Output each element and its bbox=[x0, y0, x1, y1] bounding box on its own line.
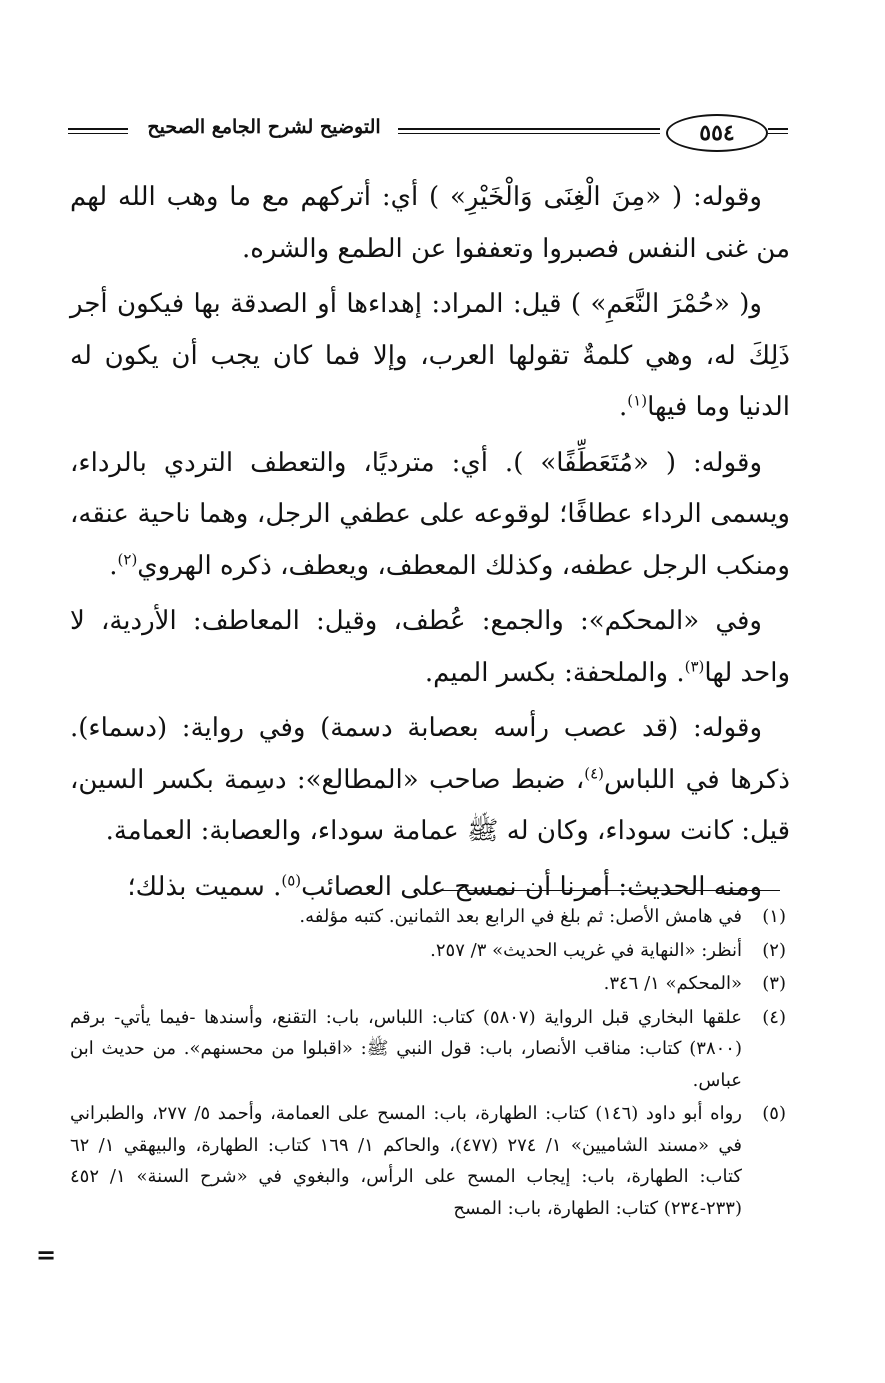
running-title: التوضيح لشرح الجامع الصحيح bbox=[147, 116, 381, 138]
paragraph-text: وفي «المحكم»: والجمع: عُطف، وقيل: المعاطف: الأردية، لا واحد لها bbox=[70, 606, 790, 688]
footnote-ref: (٢) bbox=[117, 549, 138, 568]
page-number: ٥٥٤ bbox=[666, 114, 768, 152]
footnote-number: (٢) bbox=[762, 939, 786, 961]
paragraph-text: وقوله: ( «مِنَ الْغِنَى وَالْخَيْرِ» ) أي: أتركهم مع ما وهب الله لهم من غنى النفس فصبروا وتعففوا عن الطمع والشره. bbox=[70, 182, 790, 264]
footnote bbox=[70, 935, 786, 967]
continuation-mark: = bbox=[36, 1240, 57, 1269]
footnote-text: في هامش الأصل: ثم بلغ في الرابع بعد الثمانين. كتبه مؤلفه. bbox=[299, 906, 742, 927]
header-rule-middle bbox=[398, 128, 660, 134]
paragraph-text: وقوله: (قد عصب رأسه بعصابة دسمة) وفي رواية: (دسماء). ذكرها في اللباس bbox=[70, 713, 790, 795]
paragraph bbox=[70, 279, 790, 434]
paragraph-text: وقوله: ( «مُتَعَطِّفًا» ). أي: مترديًا، والتعطف التردي بالرداء، ويسمى الرداء عطافًا؛ لوقوعه على عطفي الرجل، وهما ناحية عنقه، ومنكب الرجل عطفه، وكذلك المعطف، ويعطف، ذكره الهروي bbox=[70, 447, 790, 581]
paragraph-text: ومنه الحديث: أمرنا أن نمسح على العصائب bbox=[301, 871, 762, 902]
paragraph-text: . bbox=[109, 550, 118, 581]
paragraph-text: . bbox=[619, 392, 628, 422]
footnote bbox=[70, 1098, 786, 1224]
page-header bbox=[68, 112, 788, 152]
paragraph-text: ، ضبط صاحب «المطالع»: دسِمة بكسر السين، قيل: كانت سوداء، وكان له ﷺ عمامة سوداء، والعصابة: العمامة. bbox=[70, 764, 790, 846]
footnote-number: (٥) bbox=[762, 1103, 786, 1124]
footnote-separator bbox=[436, 890, 780, 891]
paragraph-text: . سميت بذلك؛ bbox=[127, 871, 282, 902]
paragraph-text: . والملحفة: بكسر الميم. bbox=[424, 657, 685, 688]
paragraph bbox=[70, 438, 790, 593]
footnote-ref: (٣) bbox=[684, 656, 705, 675]
paragraph bbox=[70, 703, 790, 858]
header-rule-right bbox=[768, 128, 788, 134]
footnote bbox=[70, 901, 786, 933]
header-rule-left bbox=[68, 128, 128, 134]
footnotes bbox=[70, 901, 786, 1226]
footnote-number: (٣) bbox=[762, 973, 786, 994]
footnote-ref: (١) bbox=[627, 391, 648, 410]
footnote-ref: (٤) bbox=[584, 763, 605, 782]
main-text bbox=[70, 172, 790, 913]
footnote-text: أنظر: «النهاية في غريب الحديث» ٣/ ٢٥٧. bbox=[430, 939, 742, 961]
paragraph bbox=[70, 596, 790, 699]
footnote bbox=[70, 1002, 786, 1097]
footnote-ref: (٥) bbox=[281, 870, 302, 889]
footnote-number: (٤) bbox=[762, 1006, 786, 1028]
paragraph bbox=[70, 172, 790, 275]
paragraph-text: و( «حُمْرَ النَّعَمِ» ) قيل: المراد: إهداءها أو الصدقة بها فيكون أجر ذَلِكَ له، وهي كلمةٌ تقولها العرب، وإلا فما كان يجب أن يكون له الدنيا وما فيها bbox=[70, 289, 790, 422]
footnote-text: علقها البخاري قبل الرواية (٥٨٠٧) كتاب: اللباس، باب: التقنع، وأسندها -فيما يأتي- برقم (٣٨٠٠) كتاب: مناقب الأنصار، باب: قول النبي ﷺ: «اقبلوا من محسنهم». من حديث ابن عباس. bbox=[70, 1006, 742, 1091]
footnote-text: «المحكم» ١/ ٣٤٦. bbox=[603, 973, 742, 994]
footnote-number: (١) bbox=[762, 906, 786, 927]
footnote-text: رواه أبو داود (١٤٦) كتاب: الطهارة، باب: المسح على العمامة، وأحمد ٥/ ٢٧٧، والطبراني في «مسند الشاميين» ١/ ٢٧٤ (٤٧٧)، والحاكم ١/ ١٦٩ كتاب: الطهارة، والبيهقي ١/ ٦٢ كتاب: الطهارة، باب: إيجاب المسح على الرأس، والبغوي في «شرح السنة» ١/ ٤٥٢ (٢٣٣-٢٣٤) كتاب: الطهارة، باب: المسح bbox=[70, 1103, 742, 1219]
footnote bbox=[70, 968, 786, 1000]
